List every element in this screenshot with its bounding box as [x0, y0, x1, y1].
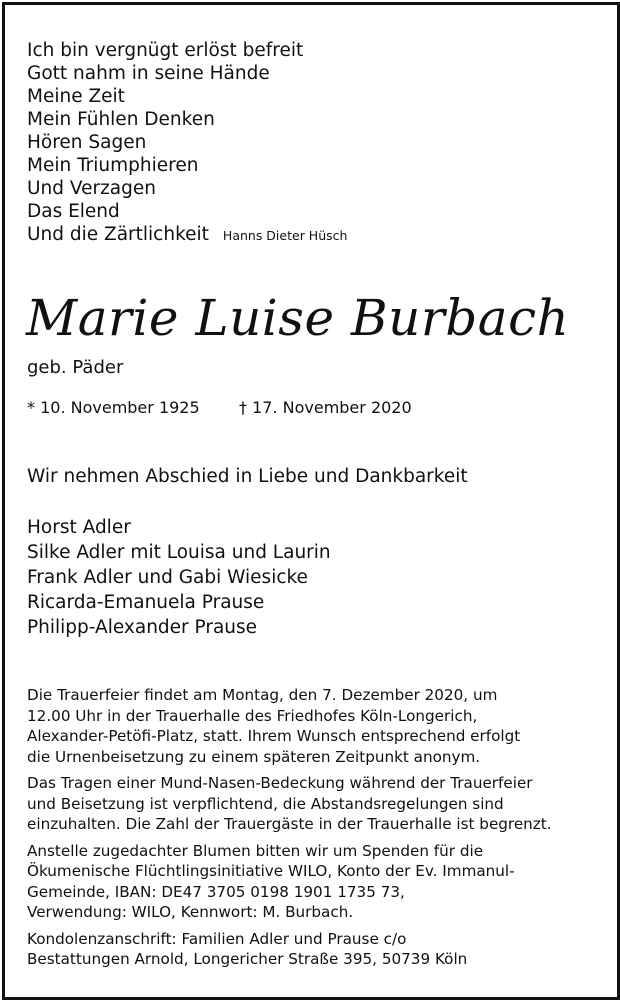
poem-last-line: [27, 223, 347, 247]
poem-line-text: Und die Zärtlichkeit: [27, 224, 209, 245]
poem-line: Und Verzagen: [27, 178, 156, 199]
notice-line: Kondolenzanschrift: Familien Adler und Prause c/o: [27, 929, 407, 948]
mourner: Horst Adler: [27, 517, 131, 538]
poem-line: Mein Fühlen Denken: [27, 109, 215, 130]
notice-line: Verwendung: WILO, Kennwort: M. Burbach.: [27, 903, 354, 921]
notice-line: Gemeinde, IBAN: DE47 3705 0198 1901 1735 73,: [27, 882, 405, 901]
maiden-name: geb. Päder: [27, 357, 124, 378]
notice-line: Bestattungen Arnold, Longericher Straße 395, 50739 Köln: [27, 950, 468, 968]
death-date: † 17. November 2020: [239, 398, 412, 417]
notices: [27, 685, 607, 976]
mourner: Philipp-Alexander Prause: [27, 617, 258, 638]
notice-line: die Urnenbeisetzung zu einem späteren Zeitpunkt anonym.: [27, 747, 481, 766]
notice-line: Das Tragen einer Mund-Nasen-Bedeckung während der Trauerfeier: [27, 774, 533, 792]
poem: [27, 39, 347, 247]
mask-notice: [27, 773, 607, 835]
mourner: Ricarda-Emanuela Prause: [27, 592, 265, 613]
poem-author: Hanns Dieter Hüsch: [222, 228, 348, 243]
donation-notice: [27, 841, 607, 923]
mourner: Silke Adler mit Louisa und Laurin: [27, 542, 331, 563]
mourner: Frank Adler und Gabi Wiesicke: [27, 567, 308, 588]
poem-line: Mein Triumphieren: [27, 155, 199, 176]
notice-line: Anstelle zugedachter Blumen bitten wir um Spenden für die: [27, 841, 484, 860]
poem-line: Ich bin vergnügt erlöst befreit: [27, 40, 304, 61]
notice-line: einzuhalten. Die Zahl der Trauergäste in der Trauerhalle ist begrenzt.: [27, 815, 552, 833]
condolence-address: [27, 929, 607, 970]
notice-line: Alexander-Petöfi-Platz, statt. Ihrem Wunsch entsprechend erfolgt: [27, 727, 521, 745]
notice-line: 12.00 Uhr in der Trauerhalle des Friedhofes Köln-Longerich,: [27, 706, 478, 725]
poem-line: Das Elend: [27, 201, 120, 222]
mourners-list: [27, 515, 331, 640]
ceremony-notice: [27, 685, 607, 767]
farewell-text: Wir nehmen Abschied in Liebe und Dankbarkeit: [27, 466, 468, 487]
life-dates: [27, 398, 412, 417]
birth-date: * 10. November 1925: [27, 398, 200, 417]
poem-line: Hören Sagen: [27, 132, 147, 153]
notice-line: und Beisetzung ist verpflichtend, die Abstandsregelungen sind: [27, 794, 504, 813]
notice-line: Ökumenische Flüchtlingsinitiative WILO, Konto der Ev. Immanul-: [27, 862, 515, 880]
notice-line: Die Trauerfeier findet am Montag, den 7. Dezember 2020, um: [27, 686, 498, 704]
deceased-name: Marie Luise Burbach: [26, 289, 570, 347]
poem-line: Meine Zeit: [27, 86, 125, 107]
poem-line: Gott nahm in seine Hände: [27, 63, 270, 84]
